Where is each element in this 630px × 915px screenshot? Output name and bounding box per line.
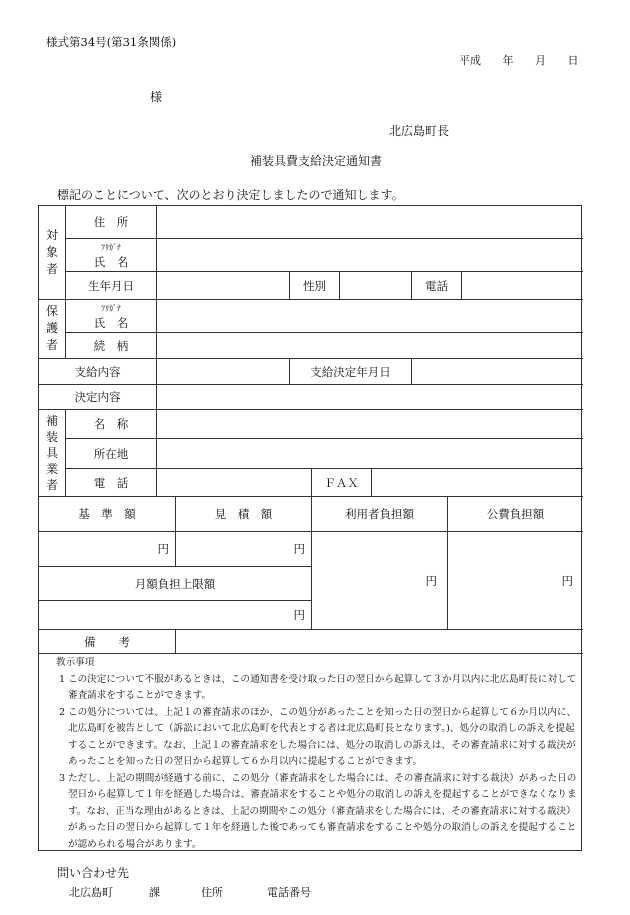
instruction-item: 1 この決定について不服があるときは、この通知書を受け取った日の翌日から起算して３か月以内に北広島町長に対して審査請求をすることができます。 <box>59 673 577 701</box>
contact-heading: 問い合わせ先 <box>57 866 130 880</box>
payment-decision-date-label: 支給決定年月日 <box>310 364 391 379</box>
user-burden-yen: 円 <box>425 573 437 588</box>
vendor-phone-label: 電 話 <box>93 475 129 490</box>
instructions-heading: 教示事項 <box>56 657 95 668</box>
contact-phone: 電話番号 <box>267 886 311 899</box>
payment-content-label: 支給内容 <box>74 364 121 379</box>
rule <box>156 206 157 496</box>
instruction-item: 3 ただし、上記の期間が経過する前に、この処分（審査請求をした場合には、その審査請求に対する裁決）があった日の翌日から起算して１年を経過した場合は、審査請求をすることや処分の取消しの訴えを提起することができなくなります。なお、正当な理由があるときは、上記の期間やこの処分（審査請求をした場合には、その審査請求に対する裁決）があった日の翌日から起算して１年を経過した後であっても審査請求をすることや処分の取消しの訴えを提起することが認められる場合があります。 <box>59 772 577 850</box>
standard-amount-yen: 円 <box>157 542 169 556</box>
rule <box>39 653 583 654</box>
contact-details <box>69 884 311 900</box>
date-era: 平成 <box>459 54 481 67</box>
contact-town: 北広島町 <box>69 886 113 899</box>
rule <box>339 271 340 299</box>
decision-content-label: 決定内容 <box>74 390 121 404</box>
furigana-label: ﾌﾘｶﾞﾅ <box>101 243 121 252</box>
remarks-label: 備 考 <box>84 634 130 649</box>
rule <box>411 358 412 384</box>
rule <box>461 271 462 299</box>
estimate-amount-label: 見 積 額 <box>214 507 273 521</box>
vendor-name-label: 名 称 <box>93 417 129 431</box>
date-day: 日 <box>567 54 579 67</box>
addressee-suffix: 様 <box>150 90 163 104</box>
public-burden-label: 公費負担額 <box>486 507 545 521</box>
standard-amount-label: 基 準 額 <box>78 507 136 521</box>
vendor-location-label: 所在地 <box>93 446 129 461</box>
subject-group-label: 対 象 者 <box>45 228 58 276</box>
contact-section: 課 <box>149 886 160 899</box>
instructions <box>56 655 579 853</box>
monthly-limit-label: 月額負担上限額 <box>134 576 216 591</box>
intro-text: 標記のことについて、次のとおり決定しましたので通知します。 <box>57 188 404 202</box>
document-title: 補装具費支給決定通知書 <box>250 154 383 168</box>
user-burden-label: 利用者負担額 <box>345 507 414 521</box>
fax-label: ＦＡＸ <box>324 475 359 490</box>
guardian-group-label: 保 護 者 <box>45 304 58 352</box>
address-label: 住 所 <box>93 215 129 229</box>
monthly-limit-yen: 円 <box>293 608 305 622</box>
phone-label: 電話 <box>425 278 448 293</box>
rule <box>371 468 372 496</box>
guardian-name-label: ﾌﾘｶﾞﾅ 氏 名 <box>93 304 129 330</box>
public-burden-yen: 円 <box>561 573 573 588</box>
issue-date <box>459 52 579 68</box>
sex-label: 性別 <box>303 278 326 293</box>
estimate-amount-yen: 円 <box>293 542 305 556</box>
date-month: 月 <box>535 54 546 67</box>
form-number: 様式第34号(第31条関係) <box>46 35 177 49</box>
issuer: 北広島町長 <box>389 124 450 138</box>
birthdate-label: 生年月日 <box>88 278 134 293</box>
subject-name-label: ﾌﾘｶﾞﾅ 氏 名 <box>66 239 156 271</box>
contact-address: 住所 <box>201 886 223 899</box>
date-year: 年 <box>502 54 514 67</box>
instruction-item: 2 この処分については、上記１の審査請求のほか、この処分があったことを知った日の翌日から起算して６か月以内に、北広島町を被告として（訴訟において北広島町を代表とする者は北広島町長となります。)、処分の取消しの訴えを提起することができます。なお、上記１の審査請求をした場合には、処分の取消しの訴えは、その審査請求に対する裁決があったことを知った日の翌日から起算して６か月以内に提起することができます。 <box>59 706 577 767</box>
rule <box>175 629 176 653</box>
vendor-group-label: 補 装 具 業 者 <box>45 413 58 492</box>
relation-label: 続 柄 <box>93 338 129 353</box>
